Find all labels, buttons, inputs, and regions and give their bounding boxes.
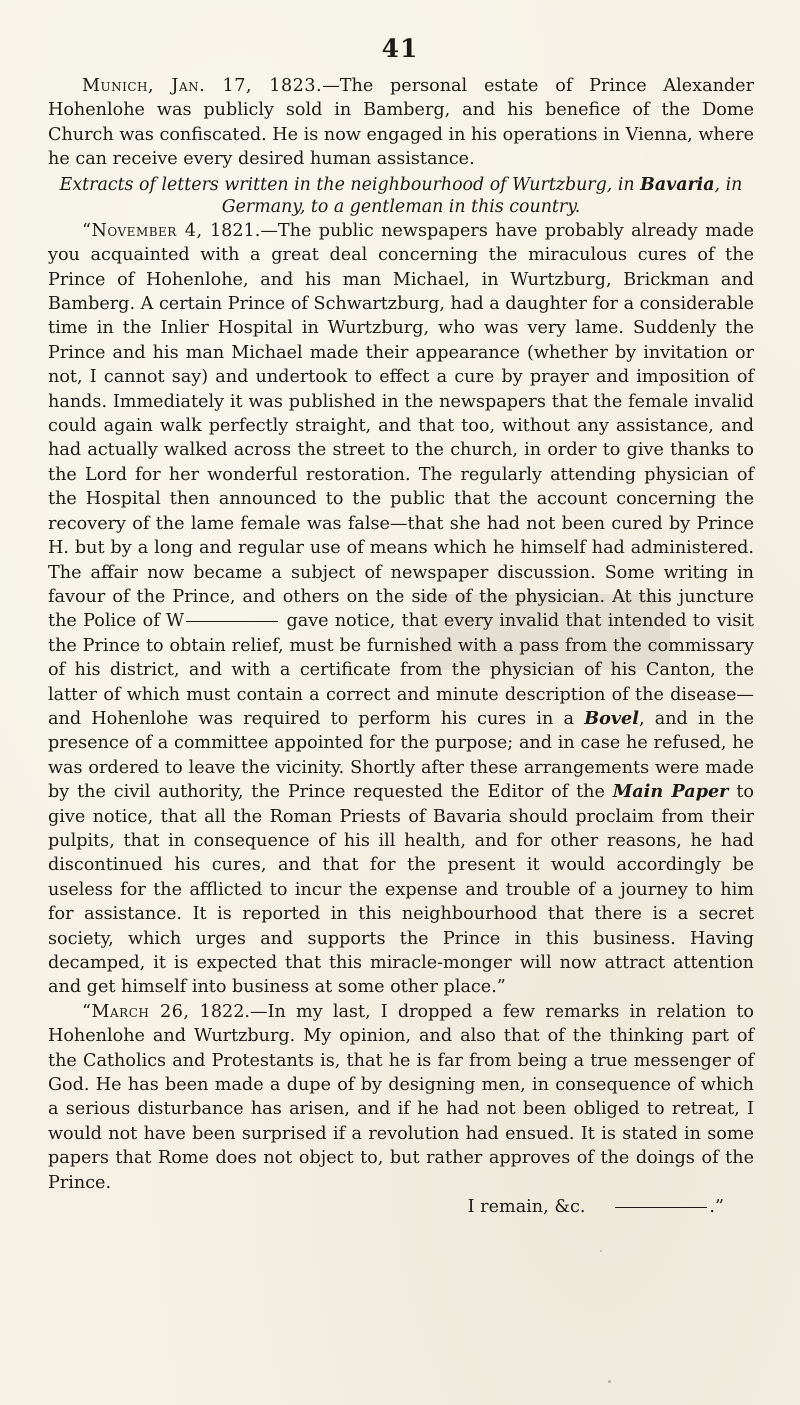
letter-1-text-b: gave notice, that every invalid that intended to visit the Prince to obtain relief, must be furnished with a pass from the commissary of his district, and with a certificate from the physician of his Canton, the latter of which must contain a correct and minute description of the disease—and Hohenlohe was required to perform his cures in a [48, 611, 755, 729]
intro-paragraph [48, 74, 754, 172]
closing-end: .” [709, 1197, 724, 1218]
page-number: 41 [381, 34, 419, 63]
closing-dash [615, 1207, 707, 1208]
letter-2-date: “March 26, [82, 1001, 190, 1022]
closing-line [48, 1195, 754, 1219]
heading-place-wurtzburg: Wurtzburg [512, 174, 607, 195]
heading-text-2: , in [606, 174, 641, 195]
letter-1-text-c: , and in the presence of a committee appointed for the purpose; and in case he refused, he was ordered to leave the vicinity. Shortly after these arrangements were made by the civil authority, the Prince requested the Editor of the [48, 708, 754, 803]
heading-text-3: , in [714, 174, 743, 195]
redaction-dash [186, 621, 278, 622]
letter-1-paragraph [48, 219, 754, 1000]
letter-1-date: “November 4, [82, 220, 203, 241]
letter-2-text: 1822.—In my last, I dropped a few remarks in relation to Hohenlohe and Wurtzburg. My opinion, and also that of the thinking part of the Catholics and Protestants is, that he is far from being a true messenger of God. He has been made a dupe of by designing men, in consequence of which a serious disturbance has arisen, and if he had not been obliged to retreat, I would not have been surprised if a revolution had ensued. It is stated in some papers that Rome does not object to, but rather approves of the doings of the Prince. [48, 1001, 754, 1193]
heading-place-bavaria: Bavaria [640, 174, 715, 195]
letter-1-text-d: to give notice, that all the Roman Priests of Bavaria should proclaim from their pulpits, that in consequence of his ill health, and for other reasons, he had discontinued his cures, and that for the present it would accordingly be useless for the afflicted to incur the expense and trouble of a journey to him for assistance. It is reported in this neighbourhood that there is a secret society, which urges and supports the Prince in this business. Having decamped, it is expected that this miracle-monger will now attract attention and get himself into business at some other place.” [48, 782, 754, 998]
paper-speck [716, 1037, 719, 1040]
paper-speck [608, 1380, 611, 1383]
section-heading [48, 174, 754, 219]
heading-text-1: Extracts of letters written in the neighbourhood of [59, 174, 513, 195]
intro-dateline: Munich, Jan. 17, 1823. [82, 76, 323, 96]
letter-2-paragraph [48, 1000, 754, 1195]
closing-text: I remain, &c. [467, 1197, 586, 1218]
intro-body: —The personal estate of Prince Alexander Hohenlohe was publicly sold in Bamberg, and his benefice of the Dome Church was confiscated. He is now engaged in his operations in Vienna, where he can receive every desired human assistance. [48, 76, 754, 170]
paper-speck [600, 1250, 602, 1252]
page-text [48, 74, 754, 1219]
heading-text-4: , to a gentleman in this country. [299, 197, 581, 218]
letter-1-bovel: Bovel [584, 707, 639, 729]
heading-place-germany: Germany [221, 197, 300, 218]
letter-1-text-a: 1821.—The public newspapers have probably already made you acquainted with a great deal concerning the miraculous cures of the Prince of Hohenlohe, and his man Michael, in Wurtzburg, Brickman and Bamberg. A certain Prince of Schwartzburg, had a daughter for a considerable time in the Inlier Hospital in Wurtzburg, who was very lame. Suddenly the Prince and his man Michael made their appearance (whether by invitation or not, I cannot say) and undertook to effect a cure by prayer and imposition of hands. Immediately it was published in the newspapers that the female invalid could again walk perfectly straight, and that too, without any assistance, and had actually walked across the street to the church, in order to give thanks to the Lord for her wonderful restoration. The regularly attending physician of the Hospital then announced to the public that the account concerning the recovery of the lame female was false—that she had not been cured by Prince H. but by a long and regular use of means which he himself had administered. The affair now became a subject of newspaper discussion. Some writing in favour of the Prince, and others on the side of the physician. At this juncture the Police of W [48, 220, 754, 632]
letter-1-main-paper: Main Paper [612, 781, 729, 803]
